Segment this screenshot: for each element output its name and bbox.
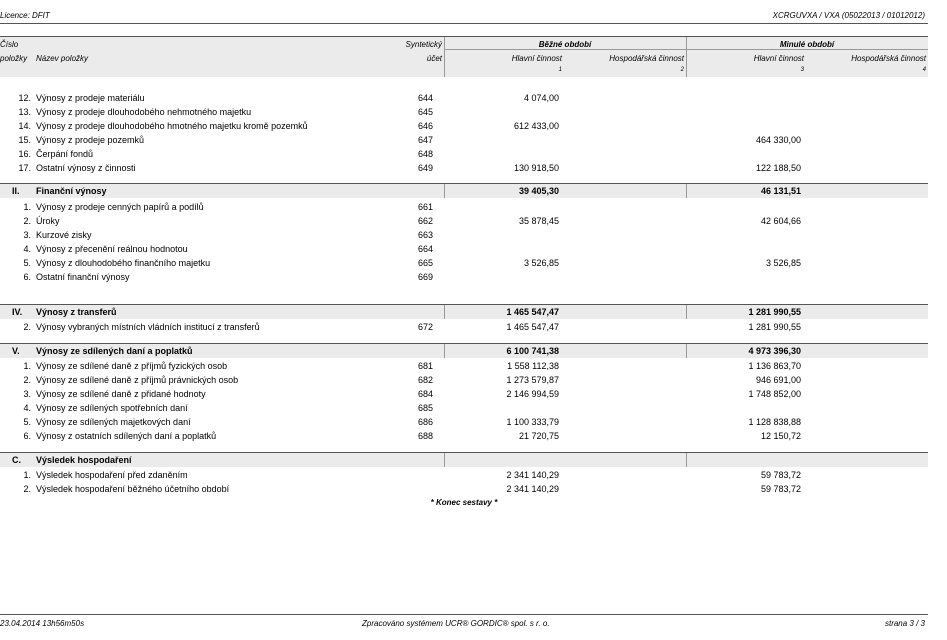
row-account: 684 [418, 389, 434, 399]
row-account: 686 [418, 417, 434, 427]
row-number: 2. [23, 322, 31, 332]
col-ucet-line1: Syntetický [405, 40, 442, 49]
header-rule [0, 23, 928, 24]
row-account: 646 [418, 121, 434, 131]
row-name: Výnosy z dlouhodobého finančního majetku [36, 258, 211, 268]
divider [444, 305, 445, 319]
row-number: 5. [23, 417, 31, 427]
table-row [0, 133, 928, 147]
row-name: Výsledek hospodaření běžného účetního období [36, 484, 230, 494]
row-name: Úroky [36, 216, 60, 226]
group-current-header: Běžné období [538, 40, 592, 49]
footer-system: Zpracováno systémem UCR® GORDIC® spol. s r. o. [362, 619, 550, 628]
table-row [0, 468, 928, 482]
row-account: 665 [418, 258, 434, 268]
divider [686, 453, 687, 467]
row-account: 644 [418, 93, 434, 103]
row-main-current: 1 273 579,87 [506, 375, 559, 385]
row-name: Výnosy ze sdílené daně z příjmů fyzických osob [36, 361, 228, 371]
row-account: 688 [418, 431, 434, 441]
row-name: Čerpání fondů [36, 149, 94, 159]
row-name: Výnosy ze sdílených spotřebních daní [36, 403, 188, 413]
row-account: 672 [418, 322, 434, 332]
colnum-2: 2 [680, 67, 684, 73]
colnum-3: 3 [800, 67, 804, 73]
row-account: 681 [418, 361, 434, 371]
report-code: XCRGUVXA / VXA (05022013 / 01012012) [772, 11, 925, 20]
row-account: 661 [418, 202, 434, 212]
row-name: Výnosy z prodeje cenných papírů a podílů [36, 202, 204, 212]
row-name: Výnosy ze sdílené daně z přidané hodnoty [36, 389, 206, 399]
table-row [0, 373, 928, 387]
row-main-previous: 59 783,72 [760, 470, 801, 480]
row-name: Výnosy z prodeje dlouhodobého hmotného majetku kromě pozemků [36, 121, 308, 131]
section-row [0, 452, 928, 467]
row-number: 2. [23, 375, 31, 385]
row-main-previous: 1 281 990,55 [748, 322, 801, 332]
col-main-current-header: Hlavní činnost [511, 54, 562, 63]
footer-timestamp: 23.04.2014 13h56m50s [0, 619, 85, 628]
row-account: 669 [418, 272, 434, 282]
table-row [0, 429, 928, 443]
table-row [0, 320, 928, 334]
row-account: 648 [418, 149, 434, 159]
footer-rule [0, 614, 928, 615]
footer-page-number: strana 3 / 3 [884, 619, 925, 628]
row-name: Výnosy ze sdílených majetkových daní [36, 417, 191, 427]
row-name: Ostatní výnosy z činnosti [36, 163, 136, 173]
row-name: Výnosy ze sdílených daní a poplatků [36, 346, 193, 356]
section-row [0, 304, 928, 319]
row-main-current: 21 720,75 [518, 431, 559, 441]
row-main-current: 4 074,00 [523, 93, 559, 103]
col-ucet-line2: účet [426, 54, 442, 63]
row-main-current: 6 100 741,38 [506, 346, 559, 356]
row-main-previous: 4 973 396,30 [748, 346, 801, 356]
row-main-previous: 12 150,72 [760, 431, 801, 441]
row-main-current: 3 526,85 [523, 258, 559, 268]
row-main-previous: 1 128 838,88 [748, 417, 801, 427]
row-number: 4. [23, 244, 31, 254]
row-main-current: 2 341 140,29 [506, 470, 559, 480]
row-account: 682 [418, 375, 434, 385]
row-main-previous: 3 526,85 [765, 258, 801, 268]
row-number: 1. [23, 470, 31, 480]
row-name: Výnosy z prodeje materiálu [36, 93, 145, 103]
row-number: V. [12, 346, 20, 356]
row-number: 6. [23, 272, 31, 282]
row-number: 6. [23, 431, 31, 441]
row-main-current: 39 405,30 [518, 186, 559, 196]
row-number: IV. [12, 307, 23, 317]
col-econ-previous-header: Hospodářská činnost [851, 54, 926, 63]
row-name: Finanční výnosy [36, 186, 107, 196]
row-main-current: 1 465 547,47 [506, 307, 559, 317]
table-row [0, 214, 928, 228]
row-number: 2. [23, 216, 31, 226]
table-row [0, 415, 928, 429]
section-row [0, 343, 928, 358]
col-main-previous-header: Hlavní činnost [753, 54, 804, 63]
row-name: Výsledek hospodaření před zdaněním [36, 470, 188, 480]
table-row [0, 161, 928, 175]
row-main-current: 612 433,00 [513, 121, 559, 131]
col-econ-current-header: Hospodářská činnost [609, 54, 684, 63]
row-main-current: 1 558 112,38 [507, 361, 559, 371]
row-account: 685 [418, 403, 434, 413]
row-main-previous: 1 281 990,55 [748, 307, 801, 317]
row-main-current: 1 465 547,47 [506, 322, 559, 332]
row-number: 1. [23, 361, 31, 371]
row-main-previous: 122 188,50 [755, 163, 801, 173]
table-row [0, 242, 928, 256]
row-number: C. [12, 455, 21, 465]
row-number: 2. [23, 484, 31, 494]
table-row [0, 359, 928, 373]
row-main-current: 35 878,45 [518, 216, 559, 226]
row-main-previous: 59 783,72 [760, 484, 801, 494]
table-header [0, 36, 928, 77]
row-main-previous: 946 691,00 [755, 375, 801, 385]
row-number: 17. [18, 163, 31, 173]
table-row [0, 228, 928, 242]
colnum-4: 4 [922, 67, 926, 73]
divider [444, 184, 445, 198]
row-number: 5. [23, 258, 31, 268]
row-number: 1. [23, 202, 31, 212]
end-note: * Konec sestavy * [430, 498, 498, 507]
row-name: Výsledek hospodaření [36, 455, 132, 465]
row-account: 645 [418, 107, 434, 117]
colnum-1: 1 [558, 67, 562, 73]
row-account: 647 [418, 135, 434, 145]
table-row [0, 147, 928, 161]
row-number: 13. [18, 107, 31, 117]
row-name: Výnosy z ostatních sdílených daní a poplatků [36, 431, 217, 441]
table-row [0, 91, 928, 105]
col-cislo-line2: položky [0, 54, 28, 63]
table-row [0, 200, 928, 214]
row-number: 4. [23, 403, 31, 413]
table-row [0, 387, 928, 401]
row-main-previous: 464 330,00 [755, 135, 801, 145]
licence-label: Licence: DFIT [0, 11, 50, 20]
row-main-current: 2 341 140,29 [506, 484, 559, 494]
group-rule [444, 49, 928, 50]
row-number: 16. [18, 149, 31, 159]
section-row [0, 183, 928, 198]
row-number: 15. [18, 135, 31, 145]
table-row [0, 401, 928, 415]
divider [686, 344, 687, 358]
row-name: Výnosy z přecenění reálnou hodnotou [36, 244, 188, 254]
row-number: 12. [18, 93, 31, 103]
divider [686, 305, 687, 319]
row-main-previous: 42 604,66 [760, 216, 801, 226]
table-row [0, 482, 928, 496]
col-cislo-line1: Číslo [0, 40, 19, 49]
table-row [0, 105, 928, 119]
row-account: 649 [418, 163, 434, 173]
row-main-current: 130 918,50 [513, 163, 559, 173]
divider [686, 184, 687, 198]
divider [444, 453, 445, 467]
row-name: Výnosy z prodeje dlouhodobého nehmotného majetku [36, 107, 252, 117]
row-number: 3. [23, 389, 31, 399]
row-number: 3. [23, 230, 31, 240]
row-main-current: 2 146 994,59 [506, 389, 559, 399]
table-row [0, 270, 928, 284]
row-main-previous: 46 131,51 [760, 186, 801, 196]
row-account: 663 [418, 230, 434, 240]
row-name: Kurzové zisky [36, 230, 92, 240]
row-name: Výnosy z prodeje pozemků [36, 135, 145, 145]
row-name: Výnosy vybraných místních vládních institucí z transferů [36, 322, 260, 332]
row-account: 664 [418, 244, 434, 254]
row-number: 14. [18, 121, 31, 131]
row-name: Ostatní finanční výnosy [36, 272, 130, 282]
row-number: II. [12, 186, 20, 196]
row-name: Výnosy ze sdílené daně z příjmů právnických osob [36, 375, 239, 385]
group-previous-header: Minulé období [779, 40, 835, 49]
row-main-previous: 1 748 852,00 [748, 389, 801, 399]
divider [444, 344, 445, 358]
row-main-current: 1 100 333,79 [506, 417, 559, 427]
table-row [0, 256, 928, 270]
row-account: 662 [418, 216, 434, 226]
table-row [0, 119, 928, 133]
row-name: Výnosy z transferů [36, 307, 117, 317]
row-main-previous: 1 136 863,70 [748, 361, 801, 371]
col-name-header: Název položky [36, 54, 89, 63]
